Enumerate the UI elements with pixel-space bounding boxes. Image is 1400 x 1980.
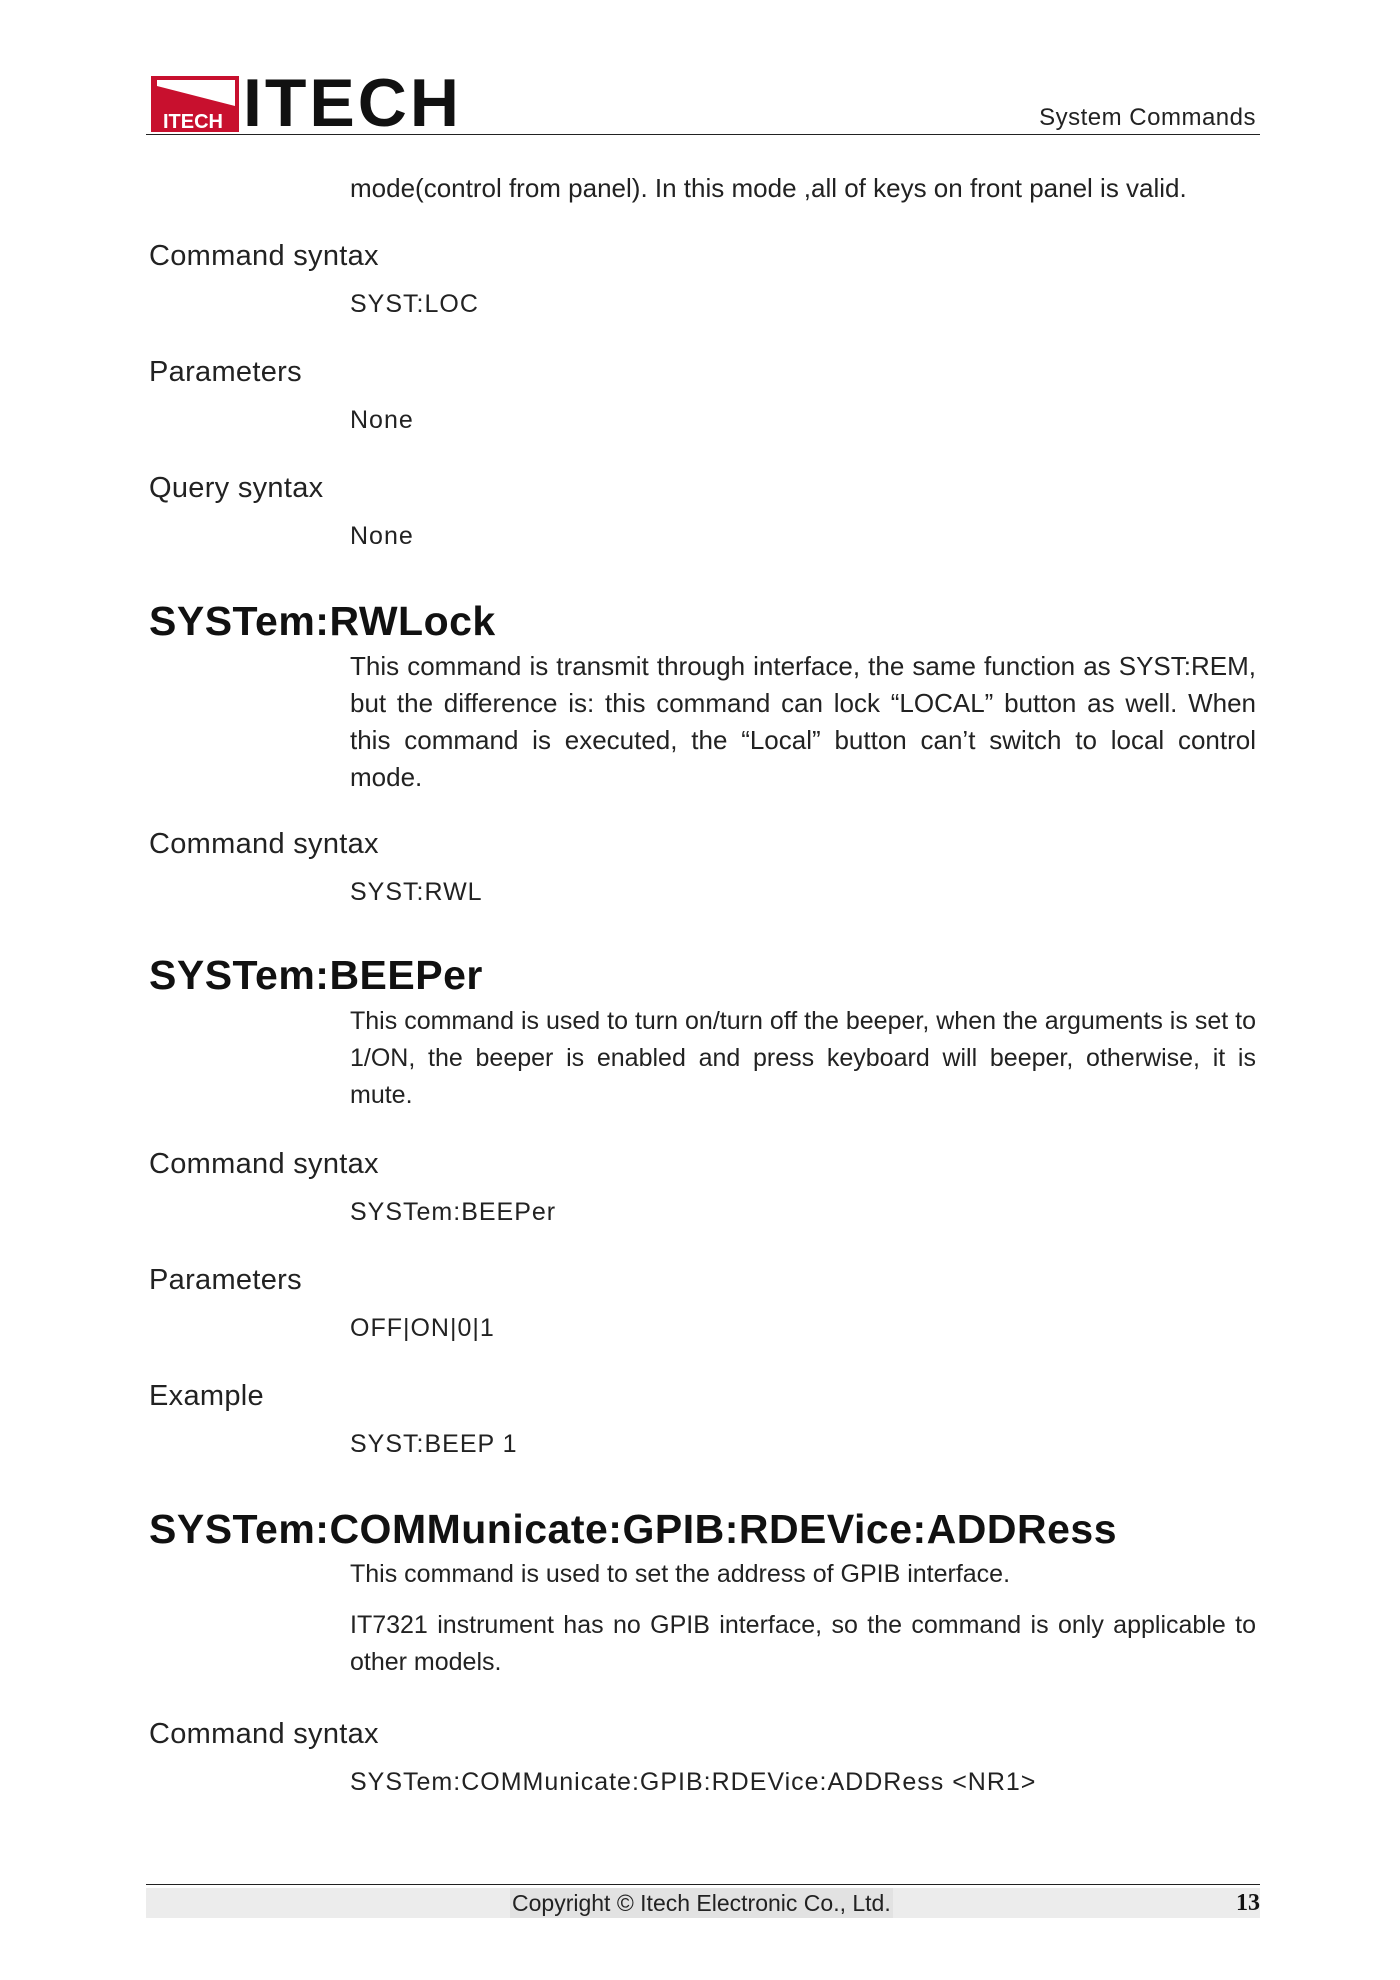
beeper-example-label: Example <box>149 1380 264 1412</box>
beeper-example-value: SYST:BEEP 1 <box>350 1430 518 1458</box>
gpib-description-1: This command is used to set the address of GPIB interface. <box>350 1560 1011 1588</box>
beeper-parameters-value: OFF|ON|0|1 <box>350 1314 495 1342</box>
rwlock-command-syntax-label: Command syntax <box>149 828 379 860</box>
gpib-command-syntax-value: SYSTem:COMMunicate:GPIB:RDEVice:ADDRess <NR1> <box>350 1768 1037 1796</box>
loc-parameters-value: None <box>350 406 414 434</box>
header-title: System Commands <box>1039 104 1256 131</box>
beeper-description: This command is used to turn on/turn off the beeper, when the arguments is set to 1/ON, the beeper is enabled and press keyboard will beeper, otherwise, it is mute. <box>350 1007 1256 1109</box>
gpib-command-syntax-label: Command syntax <box>149 1718 379 1750</box>
loc-command-syntax-value: SYST:LOC <box>350 290 479 318</box>
page-number: 13 <box>1236 1890 1260 1916</box>
page-footer <box>146 1884 1260 1921</box>
logo-wordmark: ITECH <box>243 65 462 141</box>
beeper-command-syntax-label: Command syntax <box>149 1148 379 1180</box>
page-header <box>146 65 1260 141</box>
loc-parameters-label: Parameters <box>149 356 302 388</box>
rwlock-command-syntax-value: SYST:RWL <box>350 878 483 906</box>
rwlock-heading: SYSTem:RWLock <box>149 598 496 644</box>
rwlock-description: This command is transmit through interface, the same function as SYST:REM, but the difference is: this command can lock “LOCAL” button as well. When this command is executed, the “Local” button can’t switch to local control mode. <box>350 651 1256 792</box>
beeper-command-syntax-value: SYSTem:BEEPer <box>350 1198 557 1226</box>
gpib-heading: SYSTem:COMMunicate:GPIB:RDEVice:ADDRess <box>149 1506 1118 1552</box>
gpib-description-2: IT7321 instrument has no GPIB interface, so the command is only applicable to other models. <box>350 1611 1256 1676</box>
loc-query-syntax-value: None <box>350 522 414 550</box>
logo-mark-icon <box>151 76 239 132</box>
beeper-heading: SYSTem:BEEPer <box>149 952 483 998</box>
footer-copyright: Copyright © Itech Electronic Co., Ltd. <box>512 1890 891 1916</box>
intro-line: mode(control from panel). In this mode ,all of keys on front panel is valid. <box>350 173 1187 203</box>
itech-logo <box>151 65 462 141</box>
beeper-parameters-label: Parameters <box>149 1264 302 1296</box>
loc-query-syntax-label: Query syntax <box>149 472 324 504</box>
loc-command-syntax-label: Command syntax <box>149 240 379 272</box>
logo-small-text: ITECH <box>163 111 223 132</box>
